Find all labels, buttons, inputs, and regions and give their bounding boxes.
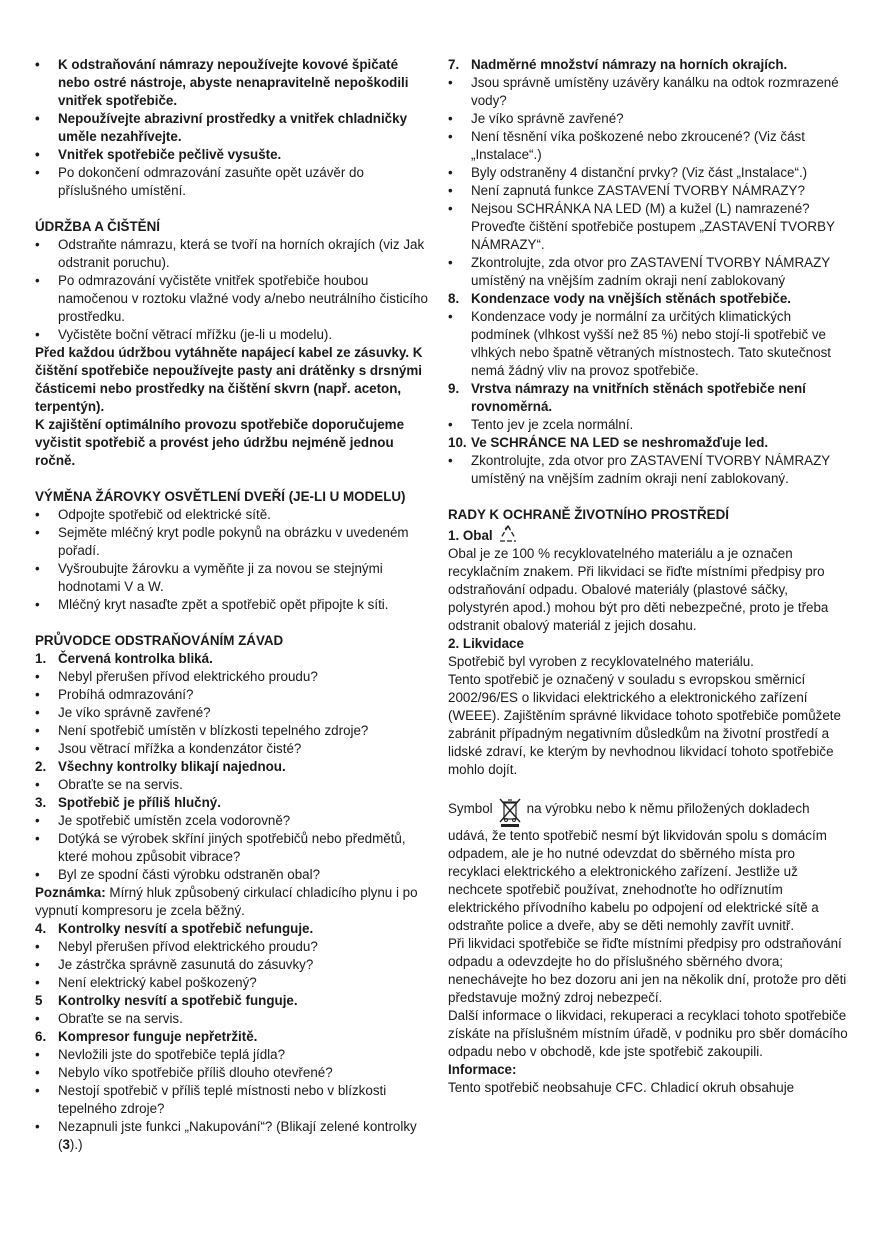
- maintenance-item: • Po odmrazování vyčistěte vnitřek spotřebiče houbou namočenou v roztoku vlažné vody a/nebo neutrálního čisticího prostředku.: [35, 272, 430, 326]
- fault-check: • Byly odstraněny 4 distanční prvky? (Viz část „Instalace“.): [448, 164, 850, 182]
- packaging-title: 1. Obal: [448, 528, 493, 543]
- maintenance-warning: Před každou údržbou vytáhněte napájecí kabel ze zásuvky. K čištění spotřebiče nepoužívejte pasty ani drátěnky s drsnými částicemi nebo prostředky na čištění skvrn (např. aceton, terpentýn).: [35, 345, 423, 414]
- fault-7-title: [448, 56, 850, 74]
- fault-title-text: Nadměrné množství námrazy na horních okrajích.: [471, 57, 788, 72]
- recycle-icon: [497, 524, 519, 544]
- left-column: [35, 56, 430, 1154]
- packaging-heading: [448, 524, 850, 545]
- fault-9-title: [448, 380, 850, 416]
- fault-check: • Nejsou SCHRÁNKA NA LED (M) a kužel (L) namrazené? Proveďte čištění spotřebiče postupem „ZASTAVENÍ TVORBY NÁMRAZY“.: [448, 200, 850, 254]
- troubleshooting-heading: PRŮVODCE ODSTRAŇOVÁNÍM ZÁVAD: [35, 633, 284, 648]
- information-text: Tento spotřebič neobsahuje CFC. Chladicí okruh obsahuje: [448, 1080, 795, 1095]
- fault-check: • Není spotřebič umístěn v blízkosti tepelného zdroje?: [35, 722, 430, 740]
- fault-8-title: [448, 290, 850, 308]
- fault-title-text: Kontrolky nesvítí a spotřebič funguje.: [58, 993, 298, 1008]
- maintenance-item: • Vyčistěte boční větrací mřížku (je-li u modelu).: [35, 326, 430, 344]
- fault-number: 8.: [448, 291, 460, 306]
- right-column: [448, 56, 850, 1097]
- fault-check: • Obraťte se na servis.: [35, 776, 430, 794]
- fault-title-text: Všechny kontrolky blikají najednou.: [58, 759, 286, 774]
- fault-check: • Nevložili jste do spotřebiče teplá jídla?: [35, 1046, 430, 1064]
- fault-check: • Je spotřebič umístěn zcela vodorovně?: [35, 812, 430, 830]
- fault-3-title: [35, 794, 430, 812]
- maintenance-item: • Odstraňte námrazu, která se tvoří na horních okrajích (viz Jak odstranit poruchu).: [35, 236, 430, 272]
- fault-title-text: Kondenzace vody na vnějších stěnách spotřebiče.: [471, 291, 791, 306]
- fault-number: 7.: [448, 57, 460, 72]
- fault-check: • Nebyl přerušen přívod elektrického proudu?: [35, 938, 430, 956]
- fault-number: 3.: [35, 795, 47, 810]
- lamp-item: • Sejměte mléčný kryt podle pokynů na obrázku v uvedeném pořadí.: [35, 524, 430, 560]
- fault-check: • Nebylo víko spotřebiče příliš dlouho otevřené?: [35, 1064, 430, 1082]
- fault-check: • Je víko správně zavřené?: [35, 704, 430, 722]
- intro-item: • Po dokončení odmrazování zasuňte opět uzávěr do příslušného umístění.: [35, 164, 430, 200]
- fault-check: • Není zapnutá funkce ZASTAVENÍ TVORBY NÁMRAZY?: [448, 182, 850, 200]
- fault-number: 9.: [448, 381, 460, 396]
- intro-item: • K odstraňování námrazy nepoužívejte kovové špičaté nebo ostré nástroje, abyste nenapravitelně nepoškodili vnitřek spotřebiče.: [35, 56, 430, 110]
- weee-symbol-paragraph: [448, 797, 850, 935]
- fault-1-title: [35, 650, 430, 668]
- fault-check: • Kondenzace vody je normální za určitých klimatických podmínek (vlhkost vyšší než 85 %) nebo stojí-li spotřebič ve vlhkých nebo špatně větraných místnostech. Tato skutečnost nemá žádný vliv na provoz spotřebiče.: [448, 308, 850, 380]
- note-text: Mírný hluk způsobený cirkulací chladicího plynu i po vypnutí kompresoru je zcela běžný.: [35, 885, 418, 918]
- noise-note: [35, 884, 430, 920]
- fault-check: [35, 1118, 430, 1154]
- fault-6-title: [35, 1028, 430, 1046]
- fault-number: 2.: [35, 759, 47, 774]
- fault-check: • Nebyl přerušen přívod elektrického proudu?: [35, 668, 430, 686]
- fault-check: • Zkontrolujte, zda otvor pro ZASTAVENÍ TVORBY NÁMRAZY umístěný na vnějším zadním okraji není zablokovaný: [448, 254, 850, 290]
- fault-check: • Jsou větrací mřížka a kondenzátor čisté?: [35, 740, 430, 758]
- disposal-text: Při likvidaci spotřebiče se řiďte místními předpisy pro odstraňování odpadu a odevzdejte ho do příslušného sběrného dvora; nenechávejte ho bez dozoru ani jen na několik dní, protože pro děti představuje možný zdroj nebezpečí.: [448, 936, 847, 1005]
- fault-check: • Probíhá odmrazování?: [35, 686, 430, 704]
- fault-check: • Zkontrolujte, zda otvor pro ZASTAVENÍ TVORBY NÁMRAZY umístěný na vnějším zadním okraji není zablokovaný.: [448, 452, 850, 488]
- fault-title-text: Vrstva námrazy na vnitřních stěnách spotřebiče není rovnoměrná.: [471, 381, 806, 414]
- fault-check: • Není těsnění víka poškozené nebo zkroucené? (Viz část „Instalace“.): [448, 128, 850, 164]
- maintenance-recommendation: K zajištění optimálního provozu spotřebiče doporučujeme vyčistit spotřebič a provést jeho údržbu nejméně jednou ročně.: [35, 417, 405, 468]
- fault-check: • Dotýká se výrobek skříní jiných spotřebičů nebo předmětů, které mohou způsobit vibrace?: [35, 830, 430, 866]
- fault-number: 4.: [35, 921, 47, 936]
- lamp-item: • Vyšroubujte žárovku a vyměňte ji za novou se stejnými hodnotami V a W.: [35, 560, 430, 596]
- packaging-text: Obal je ze 100 % recyklovatelného materiálu a je označen recyklačním znakem. Při likvidaci se řiďte místními předpisy pro odstraňování odpadu. Obalové materiály (plastové sáčky, polystyrén apod.) mohou být pro děti nebezpečné, proto je třeba odstranit obalový materiál z jejich dosahu.: [448, 546, 829, 633]
- fault-check: • Je víko správně zavřené?: [448, 110, 850, 128]
- fault-title-text: Kontrolky nesvítí a spotřebič nefunguje.: [58, 921, 314, 936]
- intro-item: • Nepoužívejte abrazivní prostředky a vnitřek chladničky uměle nezahřívejte.: [35, 110, 430, 146]
- lamp-item: • Odpojte spotřebič od elektrické sítě.: [35, 506, 430, 524]
- fault-check: • Obraťte se na servis.: [35, 1010, 430, 1028]
- shopping-ref: 3: [62, 1137, 70, 1152]
- information-heading: Informace:: [448, 1062, 517, 1077]
- fault-check: • Není elektrický kabel poškozený?: [35, 974, 430, 992]
- fault-check: • Byl ze spodní části výrobku odstraněn obal?: [35, 866, 430, 884]
- disposal-text: Spotřebič byl vyroben z recyklovatelného materiálu.: [448, 654, 754, 669]
- fault-title-text: Červená kontrolka bliká.: [58, 651, 213, 666]
- fault-number: 6.: [35, 1029, 47, 1044]
- shopping-text: Nezapnuli jste funkci „Nakupování“? (Blikají zelené kontrolky (: [58, 1119, 417, 1152]
- note-label: Poznámka:: [35, 885, 106, 900]
- environment-heading: RADY K OCHRANĚ ŽIVOTNÍHO PROSTŘEDÍ: [448, 507, 729, 522]
- symbol-word: Symbol: [448, 801, 493, 816]
- fault-title-text: Kompresor funguje nepřetržitě.: [58, 1029, 258, 1044]
- disposal-text: Další informace o likvidaci, rekuperaci a recyklaci tohoto spotřebiče získáte na příslušném místním úřadě, v podniku pro sběr domácího odpadu nebo v obchodě, kde jste spotřebič zakoupili.: [448, 1008, 848, 1059]
- fault-2-title: [35, 758, 430, 776]
- fault-number: 5: [35, 993, 43, 1008]
- fault-title-text: Spotřebič je příliš hlučný.: [58, 795, 221, 810]
- crossed-bin-icon: [496, 797, 524, 827]
- fault-4-title: [35, 920, 430, 938]
- fault-check: • Je zástrčka správně zasunutá do zásuvky?: [35, 956, 430, 974]
- fault-10-title: [448, 434, 850, 452]
- intro-item: • Vnitřek spotřebiče pečlivě vysušte.: [35, 146, 430, 164]
- disposal-text: Tento spotřebič je označený v souladu s evropskou směrnicí 2002/96/ES o likvidaci elektrického a elektronického zařízení (WEEE). Zajištěním správné likvidace tohoto spotřebiče pomůžete zabránit případným negativním důsledkům na životní prostředí a lidské zdraví, ke kterým by nevhodnou likvidací tohoto spotřebiče mohlo dojít.: [448, 672, 841, 777]
- fault-5-title: [35, 992, 430, 1010]
- fault-title-text: Ve SCHRÁNCE NA LED se neshromažďuje led.: [471, 435, 769, 450]
- shopping-text-end: ).): [69, 1137, 83, 1152]
- fault-number: 1.: [35, 651, 47, 666]
- lamp-heading: VÝMĚNA ŽÁROVKY OSVĚTLENÍ DVEŘÍ (JE-LI U MODELU): [35, 489, 406, 504]
- disposal-heading: 2. Likvidace: [448, 636, 524, 651]
- fault-check: • Nestojí spotřebič v příliš teplé místnosti nebo v blízkosti tepelného zdroje?: [35, 1082, 430, 1118]
- fault-number: 10.: [448, 435, 467, 450]
- fault-check: • Tento jev je zcela normální.: [448, 416, 850, 434]
- lamp-item: • Mléčný kryt nasaďte zpět a spotřebič opět připojte k síti.: [35, 596, 430, 614]
- symbol-explanation: na výrobku nebo k němu přiložených dokladech udává, že tento spotřebič nesmí být likvidován spolu s domácím odpadem, ale je ho nutné odevzdat do sběrného místa pro recyklaci elektrického a elektronického zařízení. Jestliže už nechcete spotřebič používat, znehodnoťte ho odříznutím elektrického přívodního kabelu po odpojení od elektrické sítě a odstraňte police a dveře, aby se děti nemohly zavřít uvnitř.: [448, 801, 827, 933]
- maintenance-heading: ÚDRŽBA A ČIŠTĚNÍ: [35, 219, 160, 234]
- fault-check: • Jsou správně umístěny uzávěry kanálku na odtok rozmrazené vody?: [448, 74, 850, 110]
